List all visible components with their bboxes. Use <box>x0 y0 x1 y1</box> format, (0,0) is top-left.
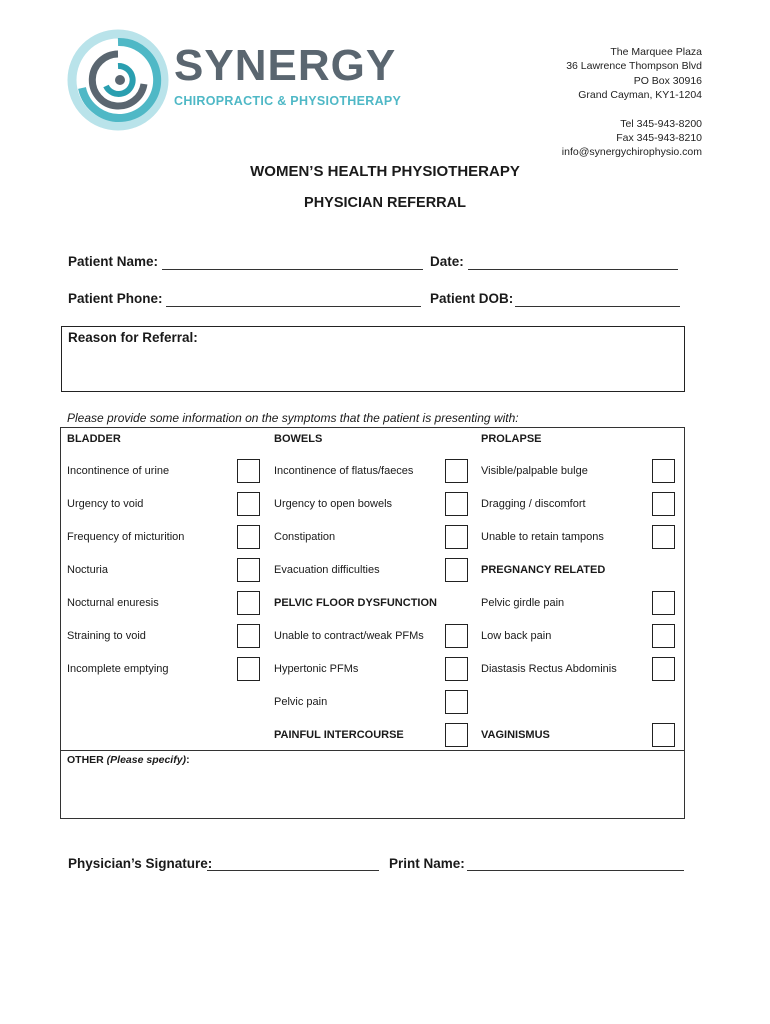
symptom-label: Dragging / discomfort <box>481 498 586 510</box>
address-line: 36 Lawrence Thompson Blvd <box>566 60 702 73</box>
checkbox[interactable] <box>652 525 675 549</box>
other-text: OTHER <box>67 754 104 766</box>
checkbox[interactable] <box>237 624 260 648</box>
symptom-label: Evacuation difficulties <box>274 564 380 576</box>
date-label: Date: <box>430 254 464 269</box>
other-label <box>67 754 190 766</box>
swirl-logo-icon <box>66 28 176 134</box>
patient-dob-label: Patient DOB: <box>430 291 514 306</box>
print-name-field[interactable] <box>467 870 684 871</box>
patient-name-label: Patient Name: <box>68 254 159 269</box>
painful-intercourse-label: PAINFUL INTERCOURSE <box>274 729 404 741</box>
checkbox[interactable] <box>237 492 260 516</box>
symptom-label: Nocturnal enuresis <box>67 597 159 609</box>
patient-dob-field[interactable] <box>515 306 680 307</box>
symptom-label: Straining to void <box>67 630 146 642</box>
brand-name: SYNERGY <box>174 41 397 90</box>
checkbox[interactable] <box>652 591 675 615</box>
checkbox[interactable] <box>652 459 675 483</box>
symptom-label: Incomplete emptying <box>67 663 169 675</box>
symptom-label: Unable to retain tampons <box>481 531 604 543</box>
symptom-label: Urgency to void <box>67 498 144 510</box>
symptom-label: Pelvic pain <box>274 696 328 708</box>
checkbox[interactable] <box>445 558 468 582</box>
symptom-label: Low back pain <box>481 630 552 642</box>
date-field[interactable] <box>468 269 678 270</box>
checkbox[interactable] <box>652 723 675 747</box>
symptom-label: Incontinence of flatus/faeces <box>274 465 414 477</box>
checkbox[interactable] <box>445 690 468 714</box>
divider <box>60 750 684 751</box>
vaginismus-label: VAGINISMUS <box>481 729 550 741</box>
checkbox[interactable] <box>237 459 260 483</box>
symptom-label: Hypertonic PFMs <box>274 663 359 675</box>
checkbox[interactable] <box>237 657 260 681</box>
bowels-header: BOWELS <box>274 433 323 445</box>
signature-label: Physician’s Signature: <box>68 856 213 871</box>
telephone: Tel 345-943-8200 <box>620 117 702 130</box>
pregnancy-related-header: PREGNANCY RELATED <box>481 564 606 576</box>
symptom-label: Pelvic girdle pain <box>481 597 565 609</box>
pelvic-floor-header: PELVIC FLOOR DYSFUNCTION <box>274 597 437 609</box>
checkbox[interactable] <box>445 459 468 483</box>
address-line: The Marquee Plaza <box>610 46 702 58</box>
address-line: Grand Cayman, KY1-1204 <box>578 89 702 102</box>
other-colon: : <box>186 754 190 766</box>
checkbox[interactable] <box>237 591 260 615</box>
symptom-label: Frequency of micturition <box>67 531 185 543</box>
checkbox[interactable] <box>237 558 260 582</box>
fax: Fax 345-943-8210 <box>616 132 702 145</box>
checkbox[interactable] <box>445 525 468 549</box>
symptom-label: Urgency to open bowels <box>274 498 393 510</box>
checkbox[interactable] <box>652 657 675 681</box>
symptom-label: Diastasis Rectus Abdominis <box>481 663 617 675</box>
checkbox[interactable] <box>237 525 260 549</box>
other-specify-field[interactable] <box>62 770 682 816</box>
symptom-label: Visible/palpable bulge <box>481 465 588 477</box>
checkbox[interactable] <box>652 492 675 516</box>
bladder-header: BLADDER <box>67 433 121 445</box>
patient-name-field[interactable] <box>162 269 423 270</box>
clinic-address <box>562 45 702 160</box>
checkbox[interactable] <box>445 624 468 648</box>
reason-for-referral-label: Reason for Referral: <box>68 330 198 345</box>
symptom-label: Nocturia <box>67 564 108 576</box>
address-line: PO Box 30916 <box>633 74 702 87</box>
checkbox[interactable] <box>445 657 468 681</box>
checkbox[interactable] <box>445 492 468 516</box>
patient-phone-field[interactable] <box>166 306 421 307</box>
prolapse-header: PROLAPSE <box>481 433 542 445</box>
instructions: Please provide some information on the symptoms that the patient is presenting with: <box>67 411 519 425</box>
brand-tagline: CHIROPRACTIC & PHYSIOTHERAPY <box>174 94 402 108</box>
symptom-label: Constipation <box>274 531 336 543</box>
checkbox[interactable] <box>652 624 675 648</box>
symptom-label: Incontinence of urine <box>67 465 170 477</box>
print-name-label: Print Name: <box>389 856 465 871</box>
patient-phone-label: Patient Phone: <box>68 291 163 306</box>
checkbox[interactable] <box>445 723 468 747</box>
other-hint: (Please specify) <box>106 754 187 766</box>
symptom-label: Unable to contract/weak PFMs <box>274 630 424 642</box>
email: info@synergychirophysio.com <box>561 146 702 159</box>
form-title: WOMEN’S HEALTH PHYSIOTHERAPY <box>250 163 520 180</box>
form-subtitle: PHYSICIAN REFERRAL <box>304 195 466 211</box>
signature-field[interactable] <box>207 870 379 871</box>
